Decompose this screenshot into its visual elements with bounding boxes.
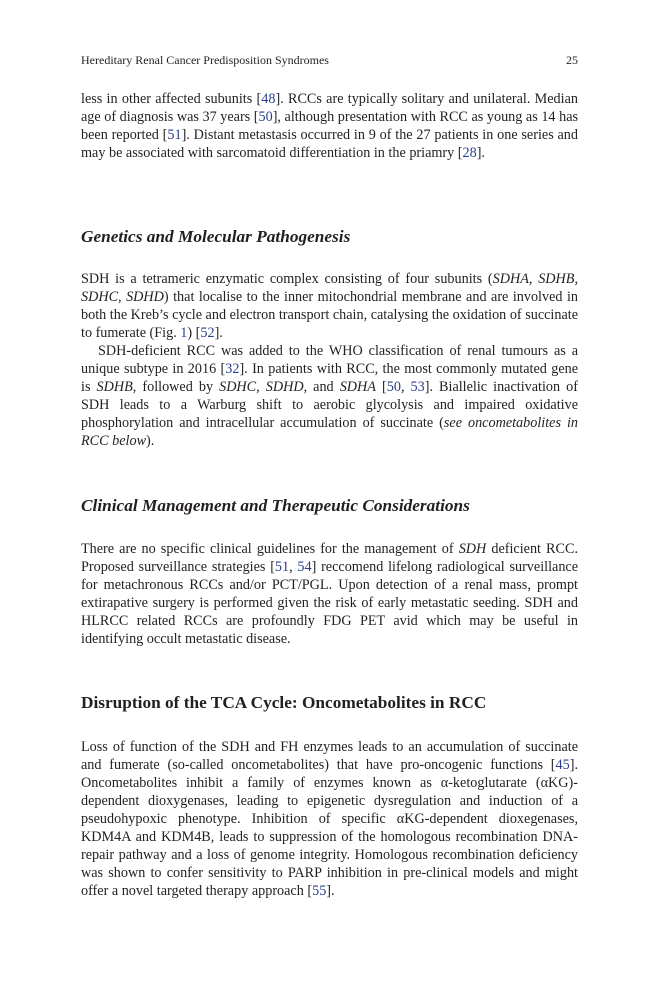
text-run: ]. In patients with RCC, the most commonly mutated gene is xyxy=(81,361,579,395)
text-run: ]. Biallelic inactivation of SDH leads to a Warburg shift to aerobic glycolysis and impaired oxidative phosphorylation and intracellular accumulation of succinate ( xyxy=(81,379,578,431)
text-run: ]. RCCs are typically solitary and unilateral. Median age of diagnosis was 37 years [ xyxy=(81,91,578,125)
paragraph-sdh-complex xyxy=(81,270,578,342)
text-run: SDH-deficient RCC was added to the WHO classification of renal tumours as a unique subtype in 2016 [ xyxy=(81,343,578,377)
citation-link[interactable]: 50 xyxy=(386,379,401,395)
text-run: [ xyxy=(375,379,387,395)
text-run: There are no specific clinical guidelines for the management of xyxy=(81,541,459,557)
section-heading-tca-cycle: Disruption of the TCA Cycle: Oncometabolites in RCC xyxy=(81,693,487,712)
citation-link[interactable]: 53 xyxy=(410,379,425,395)
text-run: ). xyxy=(146,433,155,449)
citation-link[interactable]: 55 xyxy=(312,883,327,899)
gene-name: SDHB xyxy=(96,379,133,395)
section-heading-clinical-management: Clinical Management and Therapeutic Considerations xyxy=(81,496,470,515)
text-run: ] reccomend lifelong radiological surveillance for metachronous RCCs and/or PCT/PGL. Upon detection of a renal mass, prompt extirapative surgery is performed given the risk of early metastatic seeding. SDH and HLRCC related RCCs are profoundly FDG PET avid which may be useful in identifying occult metastatic disease. xyxy=(81,559,579,647)
text-run: ) [ xyxy=(187,325,201,341)
gene-name: SDHA xyxy=(339,379,376,395)
text-run: , xyxy=(289,559,298,575)
text-run: SDH is a tetrameric enzymatic complex consisting of four subunits ( xyxy=(81,271,493,287)
gene-names: SDHA, SDHB, SDHC, SDHD xyxy=(81,271,578,305)
paragraph-clinical-management xyxy=(81,540,578,648)
text-run: ]. Oncometabolites inhibit a family of enzymes known as α-ketoglutarate (αKG)-dependent dioxygenases, leading to epigenetic dysregulation and induction of a pseudohypoxic phenotype. Inhibition of specific αKG-dependent dioxegenases, KDM4A and KDM4B, leads to suppression of the homologous recombination DNA-repair pathway and a loss of genome integrity. Homologous recombination deficiency was shown to confer sensitivity to PARP inhibition in pre-clinical models and might offer a novel targeted therapy approach [ xyxy=(81,757,578,899)
paragraph-oncometabolites xyxy=(81,738,578,900)
text-run: ]. xyxy=(214,325,223,341)
section-heading-genetics: Genetics and Molecular Pathogenesis xyxy=(81,227,351,246)
text-run: , xyxy=(400,379,411,395)
text-run: ]. xyxy=(476,145,485,161)
text-run: deficient RCC. Proposed surveillance strategies [ xyxy=(81,541,578,575)
text-run: , followed by xyxy=(132,379,220,395)
citation-link[interactable]: 48 xyxy=(261,91,276,107)
citation-link[interactable]: 50 xyxy=(258,109,273,125)
text-run: ]. xyxy=(326,883,335,899)
paragraph-rcc-presentation xyxy=(81,90,578,162)
text-run: , and xyxy=(303,379,340,395)
gene-name: SDH xyxy=(458,541,487,557)
citation-link[interactable]: 54 xyxy=(297,559,312,575)
text-run: ], although presentation with RCC as young as 14 has been reported [ xyxy=(81,109,579,143)
citation-link[interactable]: 51 xyxy=(167,127,182,143)
text-run: less in other affected subunits [ xyxy=(81,91,262,107)
text-run: ]. Distant metastasis occurred in 9 of the 27 patients in one series and may be associated with sarcomatoid differentiation in the priamry [ xyxy=(81,127,578,161)
citation-link[interactable]: 45 xyxy=(555,757,570,773)
text-run: ) that localise to the inner mitochondrial membrane and are involved in both the Kreb’s cycle and electron transport chain, catalysing the oxidation of succinate to fumerate (Fig. xyxy=(81,289,578,341)
citation-link[interactable]: 32 xyxy=(225,361,240,377)
running-head-title: Hereditary Renal Cancer Predisposition Syndromes xyxy=(81,53,329,67)
citation-link[interactable]: 52 xyxy=(200,325,215,341)
text-run: Loss of function of the SDH and FH enzymes leads to an accumulation of succinate and fumerate (so-called oncometabolites) that have pro-oncogenic functions [ xyxy=(81,739,578,773)
figure-link[interactable]: 1 xyxy=(180,325,188,341)
paragraph-sdh-deficient-rcc xyxy=(81,342,578,450)
page-number: 25 xyxy=(566,53,578,67)
cross-reference: see oncometabolites in RCC below xyxy=(81,415,578,449)
gene-names: SDHC, SDHD xyxy=(219,379,304,395)
citation-link[interactable]: 51 xyxy=(274,559,290,575)
citation-link[interactable]: 28 xyxy=(462,145,477,161)
